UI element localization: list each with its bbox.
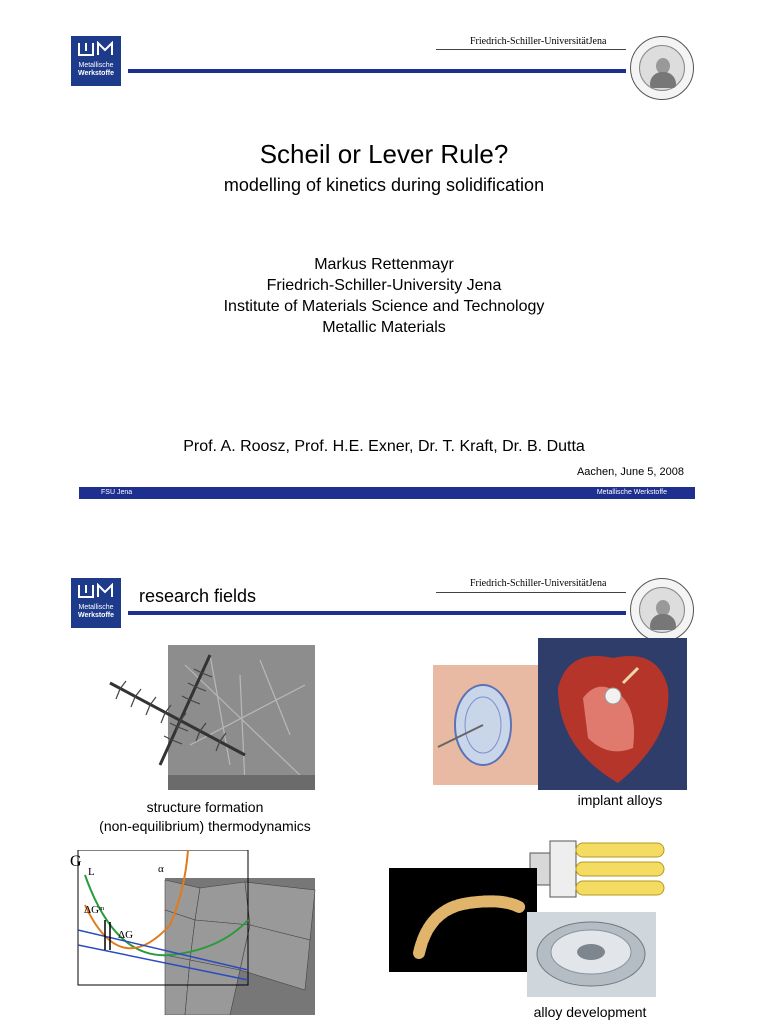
institute-line: Institute of Materials Science and Technology xyxy=(223,298,545,315)
footer-left-text: FSU Jena xyxy=(101,489,133,496)
university-name: Friedrich-Schiller-UniversitätJena xyxy=(470,578,607,589)
university-underline xyxy=(436,592,626,593)
coauthors-line: Prof. A. Roosz, Prof. H.E. Exner, Dr. T. Kraft, Dr. B. Dutta xyxy=(183,438,585,455)
slide-title: Scheil or Lever Rule? xyxy=(259,139,509,169)
affiliation-line: Friedrich-Schiller-University Jena xyxy=(266,277,502,294)
university-underline xyxy=(436,49,626,50)
logo-mark-icon xyxy=(77,583,115,599)
energy-saving-lamp-image xyxy=(522,833,668,905)
logo-mark-icon xyxy=(77,41,115,57)
metallische-werkstoffe-logo xyxy=(71,578,121,628)
logo-text-line2: Werkstoffe xyxy=(77,612,115,619)
metallische-werkstoffe-logo xyxy=(71,36,121,86)
caption-line-2: (non-equilibrium) thermodynamics xyxy=(99,818,311,834)
logo-text-line2: Werkstoffe xyxy=(77,70,115,77)
date-location: Aachen, June 5, 2008 xyxy=(576,466,684,478)
footer-right-text: Metallische Werkstoffe xyxy=(596,489,667,496)
header-blue-line xyxy=(128,69,626,73)
delta-g-label: ΔG xyxy=(118,929,134,941)
liquid-curve-label: L xyxy=(88,866,95,878)
university-name: Friedrich-Schiller-UniversitätJena xyxy=(470,36,607,47)
author-line: Markus Rettenmayr xyxy=(314,256,454,273)
university-seal-icon xyxy=(630,36,694,100)
alpha-curve-label: α xyxy=(158,863,164,875)
footer-bar xyxy=(79,487,695,499)
logo-text-line1: Metallische xyxy=(78,604,114,611)
header-blue-line xyxy=(128,611,626,615)
logo-text-line1: Metallische xyxy=(78,62,114,69)
university-seal-icon xyxy=(630,578,694,642)
caption-line-1: structure formation xyxy=(146,799,264,815)
delta-g-m-label: ΔGᵐ xyxy=(84,904,105,916)
axis-g-label: G xyxy=(70,853,82,870)
section-title: research fields xyxy=(139,586,257,606)
caption-alloy-development: alloy development xyxy=(533,1004,647,1020)
caption-implant-alloys: implant alloys xyxy=(577,792,663,808)
dental-crowns-image xyxy=(389,868,537,972)
implant-disc-photo xyxy=(433,665,543,785)
dendrite-micrograph-image xyxy=(90,645,315,790)
gibbs-energy-diagram xyxy=(70,850,320,1015)
department-line: Metallic Materials xyxy=(322,319,446,336)
caption-structure-formation xyxy=(60,798,350,836)
wire-spool-image xyxy=(527,912,656,997)
heart-illustration-image xyxy=(538,638,687,790)
slide-subtitle: modelling of kinetics during solidification xyxy=(223,175,545,195)
